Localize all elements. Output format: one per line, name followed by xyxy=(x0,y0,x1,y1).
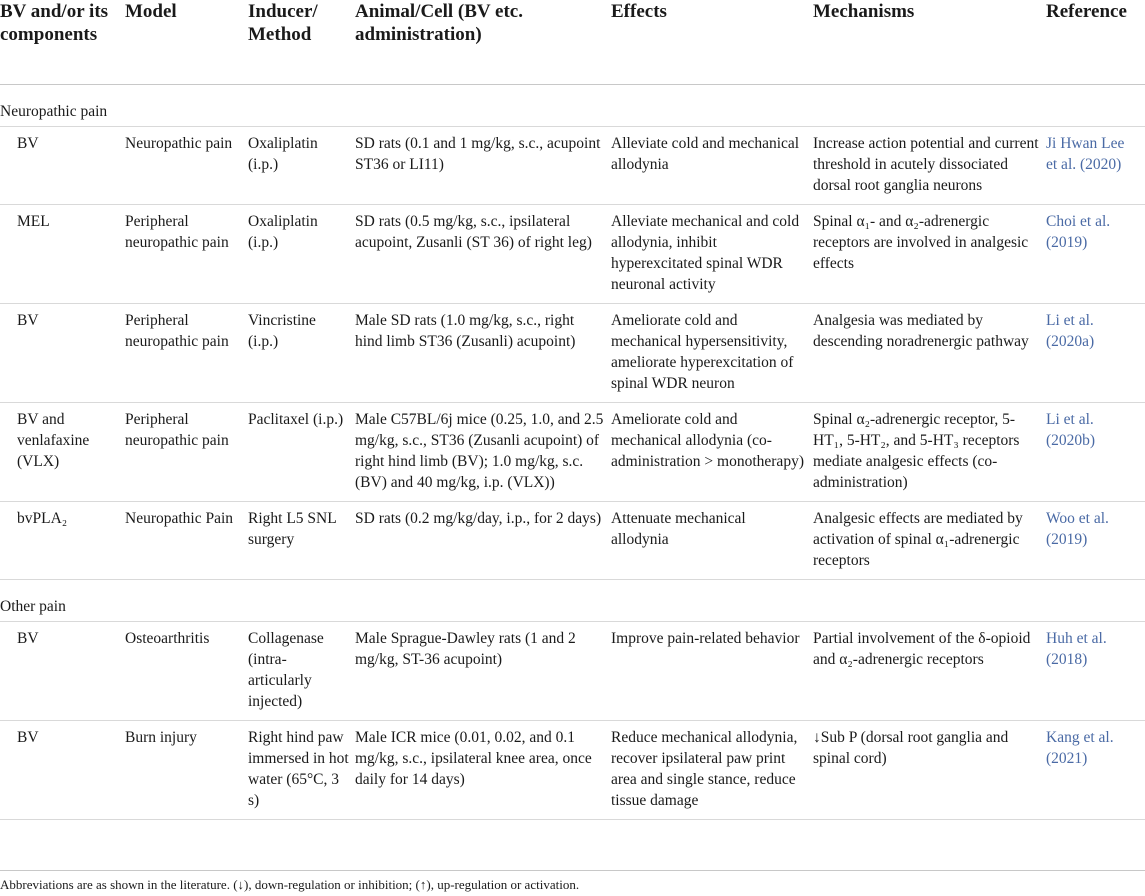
cell-mechanisms: Spinal α₂-adrenergic receptor, 5-HT₁, 5-HT₂, and 5-HT₃ receptors mediate analgesic effects (co-administration) xyxy=(813,403,1046,502)
cell-inducer: Paclitaxel (i.p.) xyxy=(248,403,355,502)
cell-effects: Ameliorate cold and mechanical hypersensitivity, ameliorate hyperexcitation of spinal WDR neuron xyxy=(611,304,813,403)
table-header xyxy=(0,0,1145,85)
cell-inducer: Right hind paw immersed in hot water (65°C, 3 s) xyxy=(248,721,355,820)
cell-inducer: Oxaliplatin (i.p.) xyxy=(248,205,355,304)
cell-mechanisms: Spinal α₁- and α₂-adrenergic receptors are involved in analgesic effects xyxy=(813,205,1046,304)
table-row xyxy=(0,403,1145,502)
header-mechanisms: Mechanisms xyxy=(813,0,1046,85)
cell-animal: Male Sprague-Dawley rats (1 and 2 mg/kg, ST-36 acupoint) xyxy=(355,622,611,721)
reference-link[interactable]: Li et al. (2020b) xyxy=(1046,403,1145,502)
cell-component: BV and venlafaxine (VLX) xyxy=(0,403,125,502)
cell-effects: Attenuate mechanical allodynia xyxy=(611,502,813,580)
table-row xyxy=(0,304,1145,403)
reference-link[interactable]: Li et al. (2020a) xyxy=(1046,304,1145,403)
reference-link[interactable]: Kang et al. (2021) xyxy=(1046,721,1145,820)
cell-model: Neuropathic pain xyxy=(125,127,248,205)
cell-model: Neuropathic Pain xyxy=(125,502,248,580)
header-model: Model xyxy=(125,0,248,85)
cell-effects: Alleviate cold and mechanical allodynia xyxy=(611,127,813,205)
table-row xyxy=(0,127,1145,205)
header-animal: Animal/Cell (BV etc. administration) xyxy=(355,0,611,85)
cell-model: Osteoarthritis xyxy=(125,622,248,721)
header-component: BV and/or its components xyxy=(0,0,125,85)
cell-model: Peripheral neuropathic pain xyxy=(125,304,248,403)
cell-inducer: Oxaliplatin (i.p.) xyxy=(248,127,355,205)
section-title: Neuropathic pain xyxy=(0,85,1145,127)
cell-animal: SD rats (0.2 mg/kg/day, i.p., for 2 days) xyxy=(355,502,611,580)
section-row xyxy=(0,580,1145,622)
cell-mechanisms: Analgesia was mediated by descending noradrenergic pathway xyxy=(813,304,1046,403)
cell-animal: Male ICR mice (0.01, 0.02, and 0.1 mg/kg, s.c., ipsilateral knee area, once daily for 14 days) xyxy=(355,721,611,820)
cell-inducer: Vincristine (i.p.) xyxy=(248,304,355,403)
cell-mechanisms: ↓Sub P (dorsal root ganglia and spinal cord) xyxy=(813,721,1046,820)
cell-model: Peripheral neuropathic pain xyxy=(125,403,248,502)
cell-mechanisms: Increase action potential and current threshold in acutely dissociated dorsal root ganglia neurons xyxy=(813,127,1046,205)
table-footnote: Abbreviations are as shown in the literature. (↓), down-regulation or inhibition; (↑), up-regulation or activation. xyxy=(0,877,580,892)
cell-mechanisms: Analgesic effects are mediated by activation of spinal α₁-adrenergic receptors xyxy=(813,502,1046,580)
cell-animal: SD rats (0.5 mg/kg, s.c., ipsilateral acupoint, Zusanli (ST 36) of right leg) xyxy=(355,205,611,304)
header-reference: Reference xyxy=(1046,0,1145,85)
cell-effects: Reduce mechanical allodynia, recover ipsilateral paw print area and single stance, reduce tissue damage xyxy=(611,721,813,820)
table-row xyxy=(0,502,1145,580)
cell-animal: Male SD rats (1.0 mg/kg, s.c., right hind limb ST36 (Zusanli) acupoint) xyxy=(355,304,611,403)
cell-mechanisms: Partial involvement of the δ-opioid and α₂-adrenergic receptors xyxy=(813,622,1046,721)
cell-animal: SD rats (0.1 and 1 mg/kg, s.c., acupoint ST36 or LI11) xyxy=(355,127,611,205)
reference-link[interactable]: Choi et al. (2019) xyxy=(1046,205,1145,304)
cell-component: BV xyxy=(0,721,125,820)
cell-effects: Ameliorate cold and mechanical allodynia (co-administration > monotherapy) xyxy=(611,403,813,502)
section-row xyxy=(0,85,1145,127)
cell-model: Peripheral neuropathic pain xyxy=(125,205,248,304)
cell-inducer: Right L5 SNL surgery xyxy=(248,502,355,580)
reference-link[interactable]: Huh et al. (2018) xyxy=(1046,622,1145,721)
reference-link[interactable]: Woo et al. (2019) xyxy=(1046,502,1145,580)
header-effects: Effects xyxy=(611,0,813,85)
cell-inducer: Collagenase (intra-articularly injected) xyxy=(248,622,355,721)
table-row xyxy=(0,721,1145,820)
table-row xyxy=(0,205,1145,304)
reference-link[interactable]: Ji Hwan Lee et al. (2020) xyxy=(1046,127,1145,205)
cell-component: bvPLA₂ xyxy=(0,502,125,580)
table-body xyxy=(0,85,1145,820)
cell-effects: Improve pain-related behavior xyxy=(611,622,813,721)
cell-component: BV xyxy=(0,304,125,403)
section-title: Other pain xyxy=(0,580,1145,622)
cell-effects: Alleviate mechanical and cold allodynia, inhibit hyperexcitated spinal WDR neuronal activity xyxy=(611,205,813,304)
cell-model: Burn injury xyxy=(125,721,248,820)
table-row xyxy=(0,622,1145,721)
cell-component: BV xyxy=(0,127,125,205)
cell-component: BV xyxy=(0,622,125,721)
header-row xyxy=(0,0,1145,85)
footnote-divider xyxy=(0,870,1145,871)
cell-component: MEL xyxy=(0,205,125,304)
header-inducer: Inducer/ Method xyxy=(248,0,355,85)
cell-animal: Male C57BL/6j mice (0.25, 1.0, and 2.5 mg/kg, s.c., ST36 (Zusanli acupoint) of right hind limb (BV); 1.0 mg/kg, s.c. (BV) and 40 mg/kg, i.p. (VLX)) xyxy=(355,403,611,502)
